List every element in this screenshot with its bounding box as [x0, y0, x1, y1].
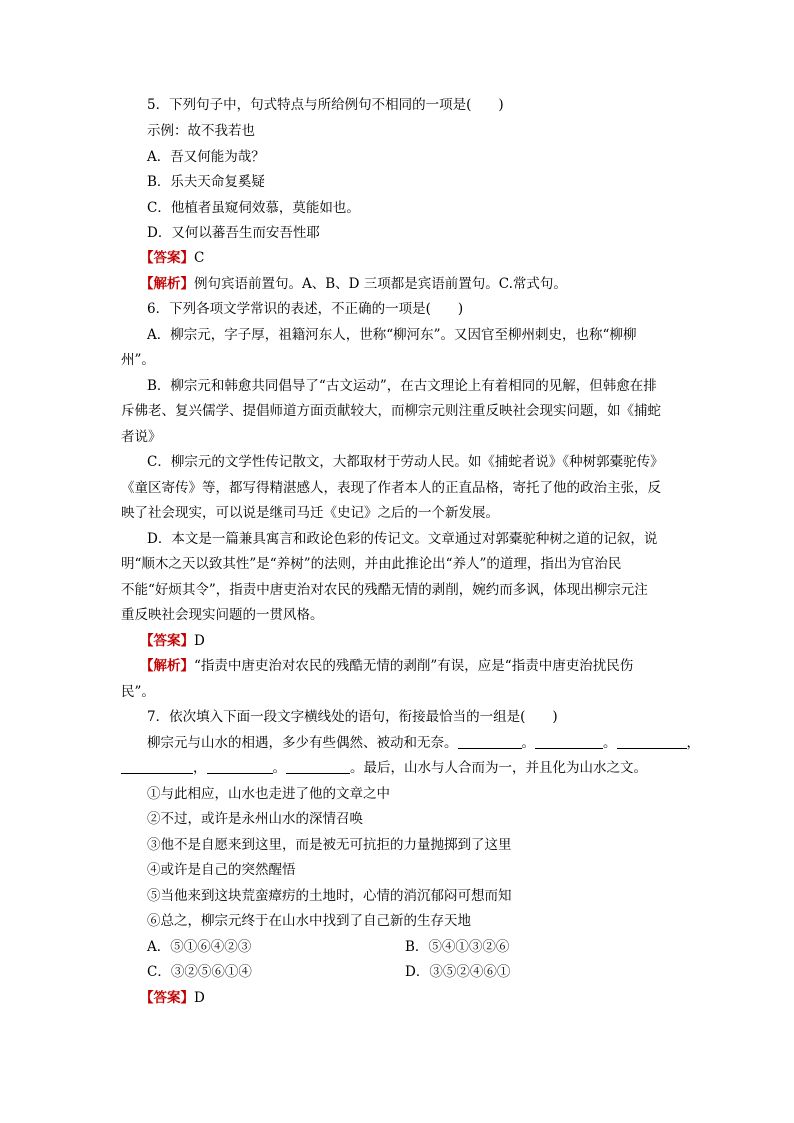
blank-separator: 。: [603, 735, 617, 751]
q5-analysis: [140, 275, 567, 293]
q6-option-d-line4: 重反映社会现实问题的一贯风格。: [121, 607, 324, 623]
q7-sentence-5: ⑤当他来到这块荒蛮瘴疠的土地时，心情的消沉郁闷可想而知: [147, 888, 512, 904]
q7-option-b: B．⑤④①③②⑥: [405, 939, 510, 955]
blank-1: [458, 734, 522, 749]
q6-option-c-line1: C．柳宗元的文学性传记散文，大都取材于劳动人民。如《捕蛇者说》《种树郭橐驼传》: [147, 454, 664, 470]
q6-option-d-line2: 明“顺木之天以致其性”是“养树”的法则，并由此推论出“养人”的道理，指出为官治民: [121, 556, 622, 572]
q7-sentence-2: ②不过，或许是永州山水的深情召唤: [147, 811, 363, 827]
q7-passage-line1: [147, 734, 700, 752]
q7-answer-value: D: [194, 990, 205, 1006]
answer-label: 【答案】: [140, 990, 194, 1006]
blank-5: [207, 759, 273, 774]
q6-analysis-line2: 民”。: [121, 684, 155, 700]
q7-sentence-3: ③他不是自愿来到这里，而是被无可抗拒的力量抛掷到了这里: [147, 837, 512, 853]
blank-separator: 。: [521, 735, 535, 751]
analysis-label: 【解析】: [140, 658, 194, 674]
q6-analysis-text: “指责中唐吏治对农民的残酷无情的剥削”有误，应是“指责中唐吏治扰民伤: [194, 658, 634, 674]
q6-analysis-line1: [140, 657, 633, 675]
blank-2: [535, 734, 603, 749]
q6-option-a-line2: 州”。: [121, 352, 155, 368]
q6-option-d-line1: D．本文是一篇兼具寓言和政论色彩的传记文。文章通过对郭橐驼种树之道的记叙，说: [147, 531, 658, 547]
q5-example: 示例：故不我若也: [147, 123, 255, 139]
q7-answer: [140, 989, 205, 1007]
q6-option-b-line2: 斥佛老、复兴儒学、提倡师道方面贡献较大，而柳宗元则注重反映社会现实问题，如《捕蛇: [121, 403, 661, 419]
q7-passage-line2: [121, 759, 647, 777]
blank-4: [121, 759, 193, 774]
answer-label: 【答案】: [140, 633, 194, 649]
q7-stem: 7．依次填入下面一段文字横线处的语句，衔接最恰当的一组是( ): [147, 709, 558, 725]
q5-option-d: D．又何以蕃吾生而安吾性耶: [147, 225, 320, 241]
q7-sentence-4: ④或许是自己的突然醒悟: [147, 862, 296, 878]
blank-6: [286, 759, 350, 774]
q6-stem: 6．下列各项文学常识的表述，不正确的一项是( ): [147, 301, 464, 317]
q6-option-c-line3: 映了社会现实，可以说是继司马迁《史记》之后的一个新发展。: [121, 505, 499, 521]
q6-option-a-line1: A．柳宗元，字子厚，祖籍河东人，世称“柳河东”。又因官至柳州刺史，也称“柳柳: [147, 327, 637, 343]
blank-separator: 。: [272, 760, 286, 776]
blank-separator: ，: [686, 735, 700, 751]
q5-analysis-text: 例句宾语前置句。A、B、D 三项都是宾语前置句。C.常式句。: [194, 276, 567, 292]
q5-stem: 5．下列句子中，句式特点与所给例句不相同的一项是( ): [147, 97, 504, 113]
q7-sentence-6: ⑥总之，柳宗元终于在山水中找到了自己新的生存天地: [147, 913, 471, 929]
blank-separator: ，: [193, 760, 207, 776]
q5-answer: [140, 249, 204, 267]
blank-3: [617, 734, 687, 749]
q7-sentence-1: ①与此相应，山水也走进了他的文章之中: [147, 786, 390, 802]
q6-option-c-line2: 《童区寄传》等，都写得精湛感人，表现了作者本人的正直品格，寄托了他的政治主张，反: [121, 480, 661, 496]
analysis-label: 【解析】: [140, 276, 194, 292]
q6-option-b-line1: B．柳宗元和韩愈共同倡导了“古文运动”，在古文理论上有着相同的见解，但韩愈在排: [147, 378, 657, 394]
q7-option-c: C．③②⑤⑥①④: [147, 964, 252, 980]
q5-option-c: C．他植者虽窥伺效慕，莫能如也。: [147, 200, 360, 216]
answer-label: 【答案】: [140, 250, 194, 266]
q7-option-a: A．⑤①⑥④②③: [147, 939, 252, 955]
q6-option-b-line3: 者说》: [121, 429, 162, 445]
q6-answer: [140, 632, 205, 650]
q7-option-d: D．③⑤②④⑥①: [405, 964, 511, 980]
q5-option-a: A．吾又何能为哉？: [147, 149, 265, 165]
q6-answer-value: D: [194, 633, 205, 649]
q7-passage-end: 。最后，山水与人合而为一，并且化为山水之文。: [350, 760, 647, 776]
q5-option-b: B．乐夫天命复奚疑: [147, 174, 265, 190]
q5-answer-value: C: [194, 250, 205, 266]
q7-passage-lead: 柳宗元与山水的相遇，多少有些偶然、被动和无奈。: [147, 735, 458, 751]
q6-option-d-line3: 不能“好烦其令”，指责中唐吏治对农民的残酷无情的剥削，婉约而多讽，体现出柳宗元注: [121, 582, 648, 598]
